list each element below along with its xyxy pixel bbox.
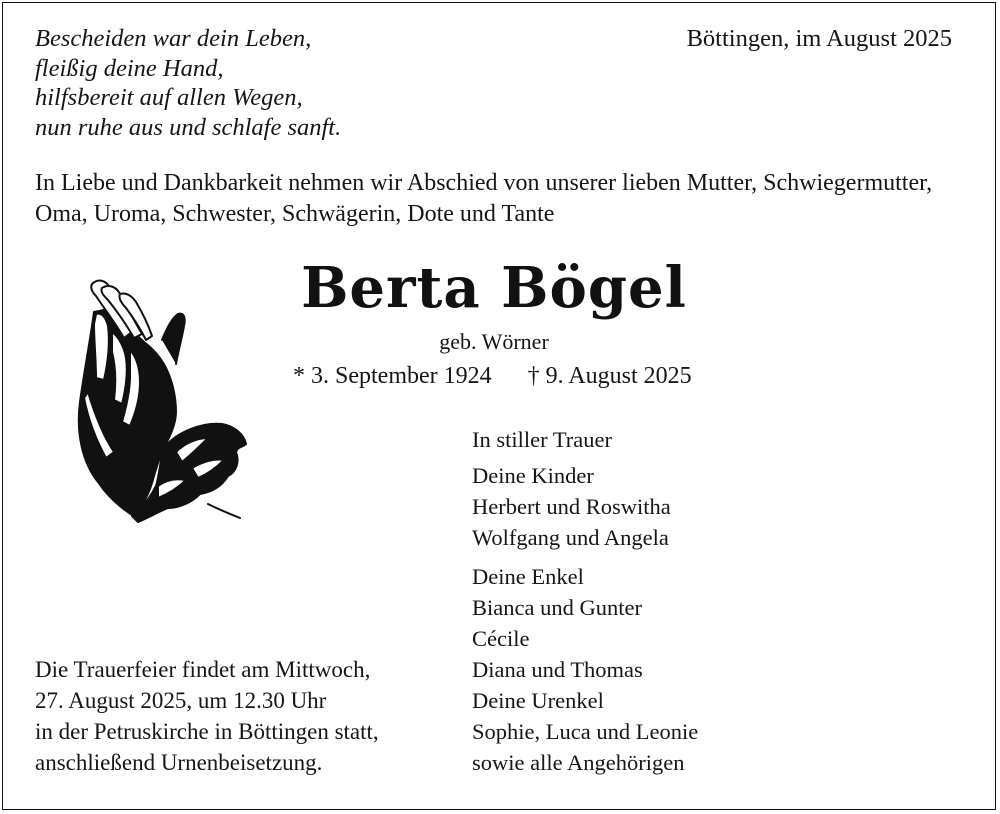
intro-line: Oma, Uroma, Schwester, Schwägerin, Dote und Tante bbox=[35, 201, 555, 227]
place-date: Böttingen, im August 2025 bbox=[686, 25, 952, 52]
intro-text bbox=[35, 168, 965, 230]
service-line: 27. August 2025, um 12.30 Uhr bbox=[35, 688, 327, 713]
poem-line: Bescheiden war dein Leben, bbox=[35, 25, 312, 52]
birth-date: * 3. September 1924 bbox=[293, 363, 492, 389]
mourners-list bbox=[472, 424, 698, 786]
mourners-heading: In stiller Trauer bbox=[472, 427, 612, 452]
mourner-entry: Herbert und Roswitha bbox=[472, 494, 671, 519]
mourner-entry: Wolfgang und Angela bbox=[472, 525, 669, 550]
poem-line: hilfsbereit auf allen Wegen, bbox=[35, 84, 303, 111]
intro-line: In Liebe und Dankbarkeit nehmen wir Abschied von unserer lieben Mutter, Schwiegermutter, bbox=[35, 170, 933, 196]
deceased-name: Berta Bögel bbox=[301, 255, 687, 321]
death-date: † 9. August 2025 bbox=[527, 363, 692, 389]
maiden-name: geb. Wörner bbox=[439, 329, 549, 354]
children-label: Deine Kinder bbox=[472, 463, 594, 488]
grandchildren-label: Deine Enkel bbox=[472, 564, 584, 589]
service-line: anschließend Urnenbeisetzung. bbox=[35, 750, 323, 775]
mourner-entry: Cécile bbox=[472, 626, 530, 651]
mourner-entry: Bianca und Gunter bbox=[472, 595, 642, 620]
life-dates bbox=[293, 361, 692, 391]
great-grandchildren-label: Deine Urenkel bbox=[472, 688, 604, 713]
poem-line: fleißig deine Hand, bbox=[35, 54, 224, 82]
poem bbox=[35, 24, 341, 142]
service-info bbox=[35, 654, 379, 778]
poem-line: nun ruhe aus und schlafe sanft. bbox=[35, 113, 342, 141]
service-line: Die Trauerfeier findet am Mittwoch, bbox=[35, 657, 371, 682]
mourner-entry: Diana und Thomas bbox=[472, 657, 643, 682]
mourners-closing: sowie alle Angehörigen bbox=[472, 750, 685, 775]
mourner-entry: Sophie, Luca und Leonie bbox=[472, 719, 699, 744]
service-line: in der Petruskirche in Böttingen statt, bbox=[35, 719, 379, 744]
